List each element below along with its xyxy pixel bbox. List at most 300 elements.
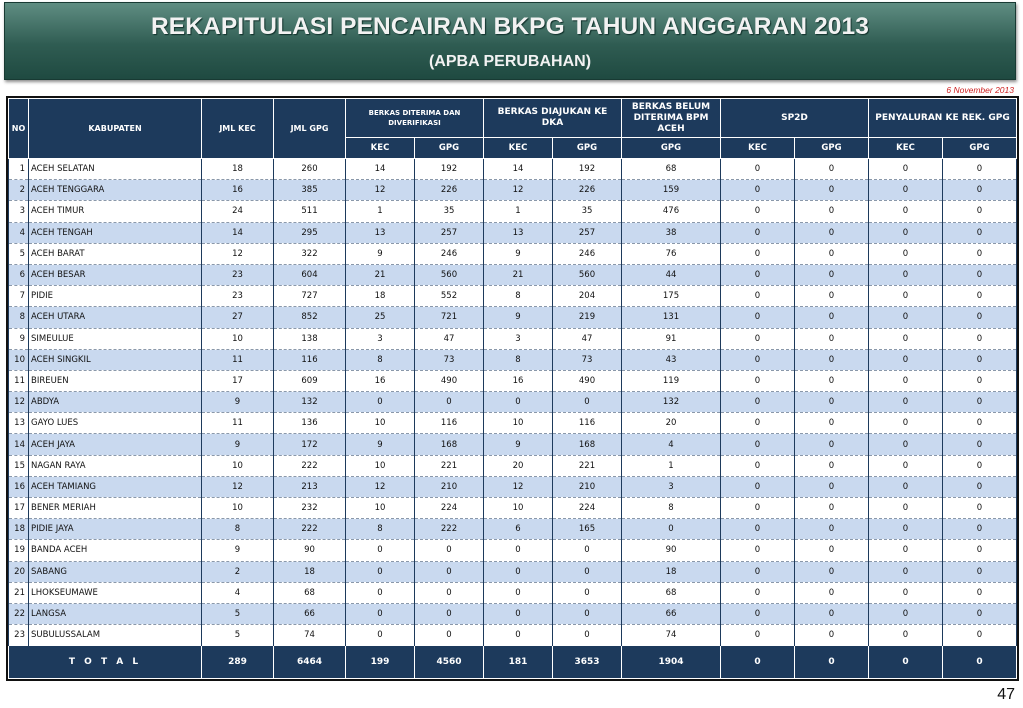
cell-penyaluran-kec: 0 — [869, 243, 943, 264]
cell-belum-gpg: 68 — [622, 159, 721, 180]
cell-sp2d-kec: 0 — [721, 413, 795, 434]
cell-sp2d-gpg: 0 — [795, 180, 869, 201]
total-diajukan-gpg: 3653 — [553, 646, 622, 679]
cell-no: 8 — [9, 307, 29, 328]
cell-no: 6 — [9, 264, 29, 285]
cell-diterima-kec: 8 — [346, 519, 415, 540]
cell-kabupaten: SIMEULUE — [29, 328, 202, 349]
cell-jml-gpg: 260 — [274, 159, 346, 180]
cell-sp2d-gpg: 0 — [795, 561, 869, 582]
cell-diajukan-gpg: 0 — [553, 582, 622, 603]
cell-diterima-gpg: 226 — [415, 180, 484, 201]
cell-penyaluran-kec: 0 — [869, 582, 943, 603]
cell-penyaluran-kec: 0 — [869, 222, 943, 243]
cell-no: 13 — [9, 413, 29, 434]
cell-no: 9 — [9, 328, 29, 349]
cell-jml-kec: 11 — [202, 413, 274, 434]
cell-sp2d-gpg: 0 — [795, 222, 869, 243]
cell-diajukan-kec: 20 — [484, 455, 553, 476]
cell-diajukan-gpg: 224 — [553, 498, 622, 519]
cell-diterima-gpg: 0 — [415, 561, 484, 582]
cell-diajukan-kec: 12 — [484, 180, 553, 201]
cell-penyaluran-gpg: 0 — [943, 561, 1017, 582]
table-row — [9, 434, 1017, 455]
cell-diajukan-kec: 0 — [484, 625, 553, 646]
total-diterima-gpg: 4560 — [415, 646, 484, 679]
subheader-kec: KEC — [869, 138, 943, 159]
subheader-kec: KEC — [721, 138, 795, 159]
cell-sp2d-kec: 0 — [721, 434, 795, 455]
cell-penyaluran-kec: 0 — [869, 159, 943, 180]
cell-penyaluran-kec: 0 — [869, 349, 943, 370]
cell-no: 1 — [9, 159, 29, 180]
cell-no: 14 — [9, 434, 29, 455]
cell-diajukan-kec: 6 — [484, 519, 553, 540]
cell-kabupaten: NAGAN RAYA — [29, 455, 202, 476]
cell-sp2d-kec: 0 — [721, 201, 795, 222]
total-diajukan-kec: 181 — [484, 646, 553, 679]
cell-diterima-kec: 21 — [346, 264, 415, 285]
cell-sp2d-kec: 0 — [721, 349, 795, 370]
cell-sp2d-gpg: 0 — [795, 498, 869, 519]
cell-diterima-gpg: 168 — [415, 434, 484, 455]
cell-sp2d-gpg: 0 — [795, 370, 869, 391]
cell-no: 11 — [9, 370, 29, 391]
cell-belum-gpg: 3 — [622, 476, 721, 497]
table-row — [9, 222, 1017, 243]
cell-jml-gpg: 511 — [274, 201, 346, 222]
cell-belum-gpg: 0 — [622, 519, 721, 540]
cell-sp2d-gpg: 0 — [795, 307, 869, 328]
cell-jml-gpg: 132 — [274, 392, 346, 413]
cell-diterima-kec: 0 — [346, 625, 415, 646]
total-diterima-kec: 199 — [346, 646, 415, 679]
cell-diterima-gpg: 490 — [415, 370, 484, 391]
cell-diajukan-gpg: 490 — [553, 370, 622, 391]
cell-jml-kec: 14 — [202, 222, 274, 243]
cell-penyaluran-kec: 0 — [869, 540, 943, 561]
cell-diajukan-gpg: 560 — [553, 264, 622, 285]
cell-jml-gpg: 727 — [274, 286, 346, 307]
cell-sp2d-gpg: 0 — [795, 434, 869, 455]
cell-diterima-gpg: 35 — [415, 201, 484, 222]
total-belum-gpg: 1904 — [622, 646, 721, 679]
cell-penyaluran-gpg: 0 — [943, 180, 1017, 201]
table-row — [9, 455, 1017, 476]
cell-diajukan-gpg: 221 — [553, 455, 622, 476]
cell-diterima-kec: 13 — [346, 222, 415, 243]
total-jml-kec: 289 — [202, 646, 274, 679]
cell-no: 7 — [9, 286, 29, 307]
table-row — [9, 180, 1017, 201]
cell-jml-gpg: 213 — [274, 476, 346, 497]
cell-belum-gpg: 18 — [622, 561, 721, 582]
cell-sp2d-gpg: 0 — [795, 392, 869, 413]
cell-jml-gpg: 66 — [274, 603, 346, 624]
cell-sp2d-gpg: 0 — [795, 455, 869, 476]
cell-jml-kec: 2 — [202, 561, 274, 582]
table-row — [9, 561, 1017, 582]
cell-kabupaten: PIDIE — [29, 286, 202, 307]
cell-diajukan-gpg: 192 — [553, 159, 622, 180]
cell-kabupaten: GAYO LUES — [29, 413, 202, 434]
cell-no: 23 — [9, 625, 29, 646]
cell-kabupaten: ACEH TAMIANG — [29, 476, 202, 497]
cell-diajukan-gpg: 210 — [553, 476, 622, 497]
cell-sp2d-kec: 0 — [721, 370, 795, 391]
slide-title: REKAPITULASI PENCAIRAN BKPG TAHUN ANGGARAN 2013 — [151, 13, 869, 40]
cell-jml-kec: 10 — [202, 455, 274, 476]
total-sp2d-kec: 0 — [721, 646, 795, 679]
cell-penyaluran-kec: 0 — [869, 392, 943, 413]
cell-diterima-kec: 25 — [346, 307, 415, 328]
header-berkas-belum: BERKAS BELUM DITERIMA BPM ACEH — [622, 99, 721, 138]
table-row — [9, 349, 1017, 370]
table-row — [9, 582, 1017, 603]
cell-penyaluran-kec: 0 — [869, 328, 943, 349]
cell-penyaluran-gpg: 0 — [943, 370, 1017, 391]
cell-diterima-gpg: 224 — [415, 498, 484, 519]
cell-diterima-gpg: 0 — [415, 603, 484, 624]
cell-diajukan-gpg: 0 — [553, 392, 622, 413]
cell-sp2d-kec: 0 — [721, 625, 795, 646]
cell-diajukan-kec: 0 — [484, 603, 553, 624]
table-row — [9, 264, 1017, 285]
cell-kabupaten: ACEH JAYA — [29, 434, 202, 455]
cell-jml-gpg: 852 — [274, 307, 346, 328]
cell-diterima-kec: 0 — [346, 582, 415, 603]
cell-belum-gpg: 4 — [622, 434, 721, 455]
cell-jml-gpg: 222 — [274, 519, 346, 540]
cell-diajukan-kec: 10 — [484, 498, 553, 519]
cell-no: 22 — [9, 603, 29, 624]
cell-jml-gpg: 232 — [274, 498, 346, 519]
cell-penyaluran-gpg: 0 — [943, 328, 1017, 349]
cell-sp2d-kec: 0 — [721, 328, 795, 349]
cell-diterima-kec: 10 — [346, 413, 415, 434]
cell-diterima-gpg: 552 — [415, 286, 484, 307]
cell-sp2d-gpg: 0 — [795, 476, 869, 497]
cell-jml-kec: 12 — [202, 243, 274, 264]
cell-sp2d-kec: 0 — [721, 582, 795, 603]
cell-penyaluran-gpg: 0 — [943, 582, 1017, 603]
cell-diajukan-kec: 1 — [484, 201, 553, 222]
cell-penyaluran-kec: 0 — [869, 519, 943, 540]
total-penyaluran-gpg: 0 — [943, 646, 1017, 679]
cell-jml-kec: 9 — [202, 540, 274, 561]
table-row — [9, 307, 1017, 328]
cell-belum-gpg: 159 — [622, 180, 721, 201]
cell-jml-gpg: 604 — [274, 264, 346, 285]
header-jml-kec: JML KEC — [202, 99, 274, 159]
cell-belum-gpg: 1 — [622, 455, 721, 476]
cell-sp2d-gpg: 0 — [795, 349, 869, 370]
cell-penyaluran-kec: 0 — [869, 286, 943, 307]
cell-belum-gpg: 131 — [622, 307, 721, 328]
cell-penyaluran-gpg: 0 — [943, 498, 1017, 519]
table-row — [9, 413, 1017, 434]
cell-diajukan-gpg: 73 — [553, 349, 622, 370]
cell-kabupaten: ACEH SELATAN — [29, 159, 202, 180]
cell-penyaluran-kec: 0 — [869, 370, 943, 391]
cell-diajukan-kec: 0 — [484, 540, 553, 561]
cell-jml-kec: 23 — [202, 286, 274, 307]
cell-diterima-gpg: 222 — [415, 519, 484, 540]
subheader-gpg: GPG — [553, 138, 622, 159]
cell-belum-gpg: 68 — [622, 582, 721, 603]
cell-diterima-gpg: 560 — [415, 264, 484, 285]
cell-jml-kec: 10 — [202, 498, 274, 519]
header-no: NO — [9, 99, 29, 159]
cell-penyaluran-gpg: 0 — [943, 243, 1017, 264]
cell-diterima-kec: 0 — [346, 561, 415, 582]
cell-jml-kec: 10 — [202, 328, 274, 349]
total-jml-gpg: 6464 — [274, 646, 346, 679]
cell-penyaluran-kec: 0 — [869, 476, 943, 497]
cell-jml-gpg: 74 — [274, 625, 346, 646]
cell-penyaluran-kec: 0 — [869, 625, 943, 646]
cell-no: 21 — [9, 582, 29, 603]
cell-penyaluran-gpg: 0 — [943, 476, 1017, 497]
cell-diajukan-kec: 0 — [484, 582, 553, 603]
cell-jml-gpg: 68 — [274, 582, 346, 603]
table-row — [9, 625, 1017, 646]
table-row — [9, 392, 1017, 413]
cell-diajukan-gpg: 246 — [553, 243, 622, 264]
cell-diajukan-kec: 3 — [484, 328, 553, 349]
cell-no: 17 — [9, 498, 29, 519]
cell-sp2d-gpg: 0 — [795, 264, 869, 285]
cell-diterima-gpg: 221 — [415, 455, 484, 476]
cell-sp2d-kec: 0 — [721, 519, 795, 540]
cell-diterima-kec: 8 — [346, 349, 415, 370]
cell-sp2d-kec: 0 — [721, 540, 795, 561]
cell-diterima-kec: 9 — [346, 434, 415, 455]
cell-diajukan-kec: 9 — [484, 434, 553, 455]
header-berkas-diterima: BERKAS DITERIMA DAN DIVERIFIKASI — [346, 99, 484, 138]
cell-diajukan-kec: 0 — [484, 561, 553, 582]
cell-diajukan-gpg: 257 — [553, 222, 622, 243]
cell-diajukan-gpg: 165 — [553, 519, 622, 540]
cell-diajukan-kec: 12 — [484, 476, 553, 497]
cell-kabupaten: LANGSA — [29, 603, 202, 624]
cell-diterima-kec: 1 — [346, 201, 415, 222]
cell-penyaluran-gpg: 0 — [943, 392, 1017, 413]
cell-diterima-kec: 14 — [346, 159, 415, 180]
cell-penyaluran-kec: 0 — [869, 498, 943, 519]
cell-diterima-gpg: 0 — [415, 582, 484, 603]
header-jml-gpg: JML GPG — [274, 99, 346, 159]
cell-diajukan-kec: 13 — [484, 222, 553, 243]
cell-sp2d-gpg: 0 — [795, 328, 869, 349]
cell-kabupaten: SUBULUSSALAM — [29, 625, 202, 646]
cell-diterima-kec: 12 — [346, 180, 415, 201]
cell-penyaluran-kec: 0 — [869, 603, 943, 624]
cell-diajukan-gpg: 204 — [553, 286, 622, 307]
cell-diajukan-kec: 8 — [484, 286, 553, 307]
cell-jml-kec: 27 — [202, 307, 274, 328]
cell-jml-kec: 16 — [202, 180, 274, 201]
table-row — [9, 243, 1017, 264]
cell-penyaluran-kec: 0 — [869, 413, 943, 434]
table-body — [9, 159, 1017, 646]
cell-no: 20 — [9, 561, 29, 582]
cell-sp2d-gpg: 0 — [795, 603, 869, 624]
cell-diterima-gpg: 246 — [415, 243, 484, 264]
cell-diterima-kec: 0 — [346, 603, 415, 624]
cell-penyaluran-gpg: 0 — [943, 307, 1017, 328]
cell-jml-gpg: 138 — [274, 328, 346, 349]
table-row — [9, 603, 1017, 624]
cell-belum-gpg: 74 — [622, 625, 721, 646]
page-number: 47 — [997, 686, 1015, 703]
cell-belum-gpg: 90 — [622, 540, 721, 561]
slide-subtitle: (APBA PERUBAHAN) — [428, 53, 592, 70]
cell-sp2d-kec: 0 — [721, 264, 795, 285]
cell-jml-kec: 9 — [202, 434, 274, 455]
cell-belum-gpg: 91 — [622, 328, 721, 349]
cell-penyaluran-gpg: 0 — [943, 264, 1017, 285]
total-row — [9, 646, 1017, 679]
table-row — [9, 476, 1017, 497]
cell-diajukan-gpg: 0 — [553, 603, 622, 624]
cell-diajukan-gpg: 219 — [553, 307, 622, 328]
cell-jml-gpg: 172 — [274, 434, 346, 455]
title-banner — [4, 2, 1016, 80]
cell-jml-kec: 11 — [202, 349, 274, 370]
header-sp2d: SP2D — [721, 99, 869, 138]
cell-sp2d-kec: 0 — [721, 498, 795, 519]
cell-penyaluran-gpg: 0 — [943, 519, 1017, 540]
cell-no: 3 — [9, 201, 29, 222]
cell-jml-kec: 8 — [202, 519, 274, 540]
cell-kabupaten: ACEH SINGKIL — [29, 349, 202, 370]
cell-kabupaten: ACEH UTARA — [29, 307, 202, 328]
cell-sp2d-kec: 0 — [721, 180, 795, 201]
cell-diterima-kec: 12 — [346, 476, 415, 497]
cell-jml-gpg: 609 — [274, 370, 346, 391]
cell-diterima-gpg: 47 — [415, 328, 484, 349]
cell-diterima-kec: 10 — [346, 455, 415, 476]
cell-sp2d-kec: 0 — [721, 307, 795, 328]
cell-jml-kec: 23 — [202, 264, 274, 285]
cell-diajukan-kec: 10 — [484, 413, 553, 434]
cell-jml-kec: 24 — [202, 201, 274, 222]
cell-sp2d-kec: 0 — [721, 159, 795, 180]
cell-diajukan-gpg: 0 — [553, 561, 622, 582]
cell-jml-kec: 5 — [202, 603, 274, 624]
cell-no: 19 — [9, 540, 29, 561]
cell-penyaluran-kec: 0 — [869, 201, 943, 222]
cell-sp2d-gpg: 0 — [795, 540, 869, 561]
report-date: 6 November 2013 — [946, 85, 1014, 95]
total-penyaluran-kec: 0 — [869, 646, 943, 679]
cell-belum-gpg: 175 — [622, 286, 721, 307]
table-row — [9, 159, 1017, 180]
cell-belum-gpg: 76 — [622, 243, 721, 264]
cell-diajukan-gpg: 168 — [553, 434, 622, 455]
cell-belum-gpg: 20 — [622, 413, 721, 434]
cell-diajukan-kec: 8 — [484, 349, 553, 370]
cell-belum-gpg: 8 — [622, 498, 721, 519]
cell-diterima-kec: 0 — [346, 392, 415, 413]
cell-jml-kec: 18 — [202, 159, 274, 180]
cell-diajukan-gpg: 47 — [553, 328, 622, 349]
table-row — [9, 286, 1017, 307]
table-row — [9, 519, 1017, 540]
cell-kabupaten: ACEH TENGGARA — [29, 180, 202, 201]
table-row — [9, 540, 1017, 561]
cell-sp2d-kec: 0 — [721, 286, 795, 307]
cell-diajukan-kec: 9 — [484, 243, 553, 264]
cell-diterima-gpg: 116 — [415, 413, 484, 434]
cell-sp2d-gpg: 0 — [795, 519, 869, 540]
recap-table — [8, 98, 1017, 679]
cell-diajukan-gpg: 0 — [553, 625, 622, 646]
cell-diterima-gpg: 257 — [415, 222, 484, 243]
cell-no: 2 — [9, 180, 29, 201]
cell-jml-kec: 9 — [202, 392, 274, 413]
cell-kabupaten: BIREUEN — [29, 370, 202, 391]
cell-sp2d-gpg: 0 — [795, 625, 869, 646]
cell-no: 4 — [9, 222, 29, 243]
cell-jml-gpg: 136 — [274, 413, 346, 434]
cell-diterima-gpg: 210 — [415, 476, 484, 497]
cell-no: 5 — [9, 243, 29, 264]
cell-diterima-kec: 3 — [346, 328, 415, 349]
cell-jml-kec: 12 — [202, 476, 274, 497]
cell-penyaluran-kec: 0 — [869, 307, 943, 328]
cell-belum-gpg: 43 — [622, 349, 721, 370]
cell-penyaluran-gpg: 0 — [943, 625, 1017, 646]
cell-no: 12 — [9, 392, 29, 413]
cell-penyaluran-gpg: 0 — [943, 455, 1017, 476]
cell-diajukan-gpg: 226 — [553, 180, 622, 201]
cell-diterima-kec: 10 — [346, 498, 415, 519]
cell-sp2d-gpg: 0 — [795, 582, 869, 603]
cell-diterima-gpg: 192 — [415, 159, 484, 180]
cell-penyaluran-kec: 0 — [869, 264, 943, 285]
total-label: T O T A L — [9, 646, 202, 679]
subheader-gpg: GPG — [795, 138, 869, 159]
cell-kabupaten: LHOKSEUMAWE — [29, 582, 202, 603]
cell-diajukan-kec: 0 — [484, 392, 553, 413]
cell-penyaluran-gpg: 0 — [943, 159, 1017, 180]
cell-belum-gpg: 44 — [622, 264, 721, 285]
cell-sp2d-gpg: 0 — [795, 201, 869, 222]
subheader-gpg: GPG — [415, 138, 484, 159]
cell-sp2d-kec: 0 — [721, 222, 795, 243]
cell-kabupaten: ABDYA — [29, 392, 202, 413]
cell-penyaluran-kec: 0 — [869, 455, 943, 476]
cell-kabupaten: ACEH TIMUR — [29, 201, 202, 222]
table-row — [9, 498, 1017, 519]
cell-jml-gpg: 295 — [274, 222, 346, 243]
cell-diajukan-kec: 9 — [484, 307, 553, 328]
cell-belum-gpg: 476 — [622, 201, 721, 222]
cell-penyaluran-gpg: 0 — [943, 434, 1017, 455]
subheader-gpg: GPG — [622, 138, 721, 159]
cell-sp2d-kec: 0 — [721, 603, 795, 624]
table-row — [9, 201, 1017, 222]
subheader-kec: KEC — [484, 138, 553, 159]
cell-penyaluran-gpg: 0 — [943, 349, 1017, 370]
cell-sp2d-kec: 0 — [721, 455, 795, 476]
cell-sp2d-kec: 0 — [721, 243, 795, 264]
cell-penyaluran-gpg: 0 — [943, 413, 1017, 434]
cell-diterima-gpg: 73 — [415, 349, 484, 370]
cell-sp2d-kec: 0 — [721, 392, 795, 413]
